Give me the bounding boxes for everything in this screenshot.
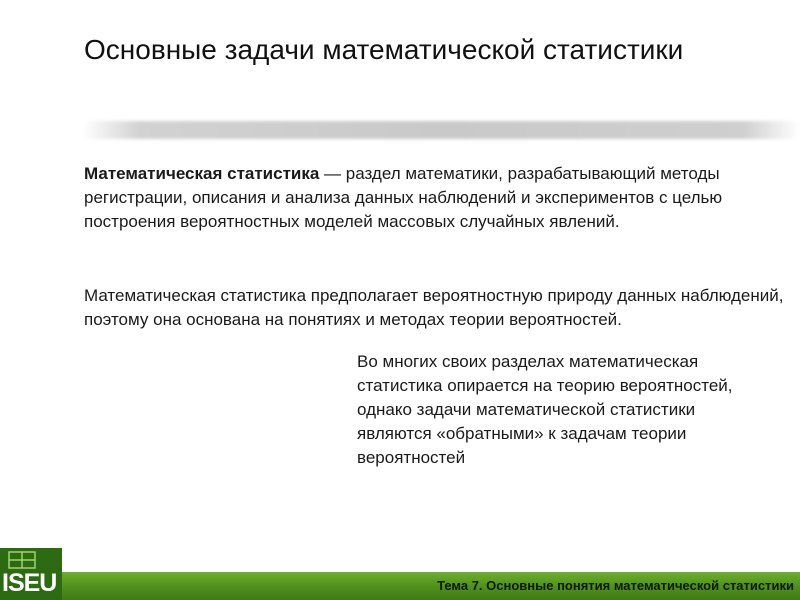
footer-bar [0,572,800,600]
logo-text: ISEU [2,569,57,597]
definition-paragraph [84,162,764,234]
probability-nature-paragraph: Математическая статистика предполагает вероятностную природу данных наблюдений, поэтому она основана на понятиях и методах теории вероятностей. [84,286,784,329]
inverse-problems-paragraph: Во многих своих разделах математическая статистика опирается на теорию вероятностей, однако задачи математической статистики являются «обратными» к задачам теории вероятностей [357,352,733,467]
definition-term: Математическая статистика [84,164,320,183]
footer-topic: Тема 7. Основные понятия математической статистики [437,578,794,593]
title-divider [82,121,800,139]
iseu-logo [0,548,62,600]
definition-text: — раздел математики, разрабатывающий методы регистрации, описания и анализа данных наблюдений и экспериментов с целью построения вероятностных моделей массовых случайных явлений. [84,164,723,231]
slide-title: Основные задачи математической статистики [84,34,684,65]
logo-emblem-icon [8,551,36,569]
